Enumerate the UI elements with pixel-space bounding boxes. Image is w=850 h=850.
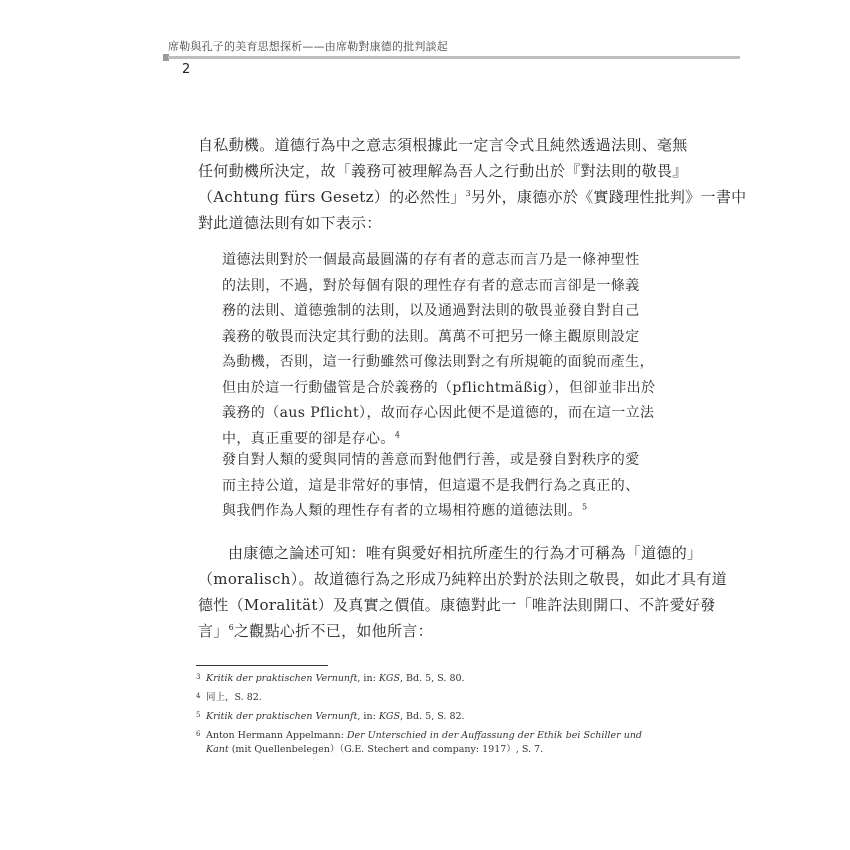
running-header-title: 席勒與孔子的美育思想探析——由席勒對康德的批判談起 (168, 40, 448, 53)
quote-line: 而主持公道，這是非常好的事情，但這還不是我們行為之真正的、 (222, 477, 640, 494)
page-number: 2 (182, 62, 191, 77)
footnote-ref[interactable]: 5 (582, 502, 588, 512)
quote-line: 道德法則對於一個最高最圓滿的存有者的意志而言乃是一條神聖性 (222, 252, 640, 268)
footnote-source: KGS (378, 673, 401, 684)
footnote-text: , in: (357, 673, 379, 684)
footnote-4 (196, 691, 656, 705)
footnote-ref[interactable]: 4 (394, 429, 401, 439)
text-segment: 言」 (198, 622, 229, 640)
footnote-number: 3 (196, 673, 201, 681)
body-paragraph-1 (198, 132, 747, 236)
text-line: 德性（Moralität）及真實之價值。康德對此一「唯許法則開口、不許愛好發 (198, 596, 716, 614)
footnote-work-title: Kritik der praktischen Vernunft (206, 711, 358, 722)
footnote-text: , Bd. 5, S. 80. (400, 673, 465, 684)
quote-line: 義務的（aus Pflicht），故而存心因此便不是道德的，而在這一立法 (222, 405, 655, 421)
text-line: （moralisch）。故道德行為之形成乃純粹出於對於法則之敬畏，如此才具有道 (198, 570, 727, 588)
text-line: 任何動機所決定，故「義務可被理解為吾人之行動出於『對法則的敬畏』 (198, 162, 688, 180)
block-quote-1 (222, 248, 656, 452)
footnote-work-title: Der Unterschied in der Auffassung der Ethik bei Schiller und Kant (206, 730, 643, 755)
body-paragraph-2 (198, 540, 727, 644)
footnote-6 (196, 729, 656, 757)
footnote-text: 同上，S. 82. (206, 692, 262, 703)
quote-line: 務的法則、道德強制的法則，以及通過對法則的敬畏並發自對自己 (222, 303, 640, 319)
footnote-text: , in: (357, 711, 379, 722)
footnote-number: 6 (196, 730, 201, 738)
quote-line: 義務的敬畏而決定其行動的法則。萬萬不可把另一條主觀原則設定 (222, 328, 640, 345)
quote-line: 但由於這一行動儘管是合於義務的（pflichtmäßig），但卻並非出於 (222, 379, 656, 396)
text-segment: 之觀點心折不已，如他所言： (234, 622, 433, 640)
quote-line: 的法則，不過，對於每個有限的理性存有者的意志而言卻是一條義 (222, 277, 640, 294)
footnote-work-title: Kritik der praktischen Vernunft (206, 673, 358, 684)
header-rule (168, 56, 740, 59)
footnote-number: 4 (196, 692, 201, 700)
footnote-3 (196, 672, 656, 686)
footnote-text: , Bd. 5, S. 82. (400, 711, 465, 722)
footnote-text: (mit Quellenbelegen）（G.E. Stechert and company: 1917）, S. 7. (228, 744, 544, 755)
text-line: 對此道德法則有如下表示： (198, 214, 382, 232)
text-segment: 與我們作為人類的理性存有者的立場相符應的道德法則。 (222, 503, 582, 519)
footnote-source: KGS (378, 711, 401, 722)
text-line (198, 618, 664, 644)
text-segment: 另外，康德亦於《實踐理性批判》一書中 (471, 188, 747, 206)
footnote-number: 5 (196, 711, 201, 719)
text-segment: （Achtung fürs Gesetz）的必然性」 (198, 188, 466, 206)
footnote-ref[interactable]: 3 (465, 189, 472, 198)
block-quote-2 (222, 448, 638, 525)
text-segment: 中，真正重要的卻是存心。 (222, 430, 395, 447)
text-line (198, 184, 747, 210)
quote-line: 為動機，否則，這一行動雖然可像法則對之有所規範的面貌而產生， (222, 354, 654, 370)
footnote-text: Anton Hermann Appelmann: (206, 730, 347, 741)
footnote-separator (196, 665, 328, 666)
text-line: 自私動機。道德行為中之意志須根據此一定言令式且純然透過法則、毫無 (198, 136, 688, 154)
text-line: 由康德之論述可知：唯有與愛好相抗所產生的行為才可稱為「道德的」 (228, 544, 703, 562)
quote-line: 發自對人類的愛與同情的善意而對他們行善，或是發自對秩序的愛 (222, 452, 640, 468)
footnote-5 (196, 710, 656, 724)
footnotes (196, 672, 656, 762)
footnote-ref[interactable]: 6 (228, 623, 234, 632)
quote-line (222, 499, 638, 525)
